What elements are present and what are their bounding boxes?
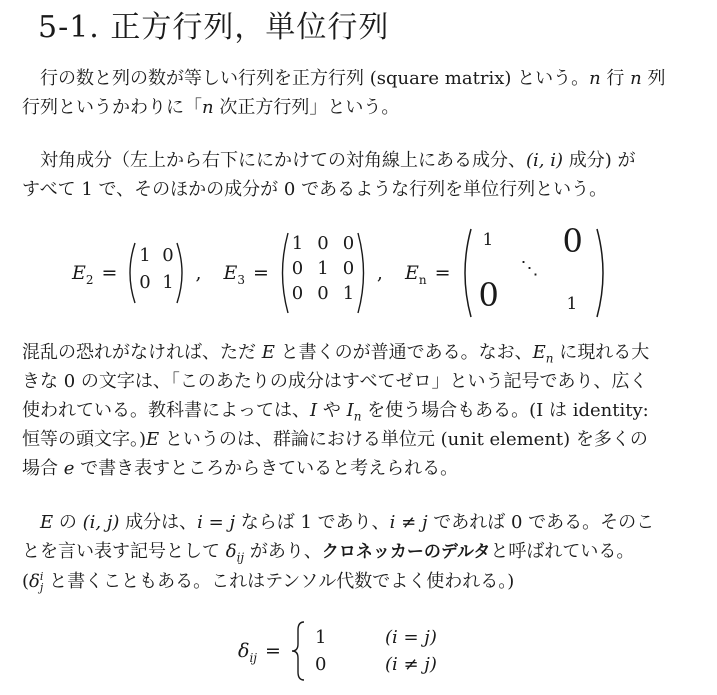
paragraph-line: すべて 1 で、そのほかの成分が 0 であるような行列を単位行列という。	[22, 179, 608, 200]
case-condition: (i ≠ j)	[384, 654, 437, 675]
matrix-cell: 1	[482, 230, 494, 250]
matrix-cell: 0	[342, 258, 355, 279]
equals-sign: =	[265, 640, 281, 662]
matrix-e2	[125, 241, 187, 305]
math-var: n	[202, 97, 214, 118]
paragraph-line: きな 0 の文字は、「このあたりの成分はすべてゼロ」という記号であり、広く	[22, 371, 648, 392]
section-heading: 5-1. 正方行列，単位行列	[38, 10, 390, 45]
diagonal-dots: ⋱	[520, 258, 539, 279]
case-value: 0	[314, 654, 327, 675]
paragraph-line	[22, 146, 682, 175]
text-span: 成分) が	[563, 150, 636, 171]
comma: ,	[376, 262, 383, 284]
matrix-cell: 1	[162, 272, 174, 293]
matrix-cell: 0	[342, 233, 355, 254]
math-expr: (i, i)	[526, 150, 564, 171]
matrix-label-e2: $E_2$	[72, 262, 94, 287]
cases-table	[315, 627, 465, 675]
matrix-cell: 0	[162, 245, 174, 266]
kronecker-delta-term: クロネッカーのデルタ	[321, 542, 491, 562]
matrix-e3	[277, 231, 369, 315]
comma: ,	[195, 262, 202, 284]
equals-sign: =	[101, 262, 118, 284]
text-span: 行の数と列の数が等しい行列を正方行列 (square matrix) という。	[40, 68, 590, 89]
matrix-label-e3: $E_3$	[223, 262, 245, 287]
text-span: 対角成分（左上から右下ににかけての対角線上にある成分、	[40, 150, 526, 171]
matrix-cell: 0	[317, 283, 329, 304]
text-span: 次正方行列」という。	[213, 97, 400, 118]
matrix-cell: 1	[342, 283, 355, 304]
paragraph-square-matrix	[22, 64, 682, 122]
paragraph-line: とを言い表す記号として $\delta_{ij}$ があり、クロネッカーのデルタと呼ばれている。	[22, 541, 635, 565]
paragraph-identity-matrix	[22, 146, 682, 204]
paragraph-line: 使われている。教科書によっては、I や $I_n$ を使う場合もある。(I は identity:	[22, 400, 649, 424]
text-span: 行	[600, 68, 631, 89]
matrix-label-en: $E_n$	[404, 262, 427, 287]
matrix-cell-big-zero: 0	[562, 222, 583, 260]
kronecker-delta-definition	[238, 620, 465, 682]
equals-sign: =	[253, 262, 269, 284]
matrix-en	[459, 222, 609, 318]
matrix-cell-big-zero: 0	[478, 276, 499, 314]
matrix-cell: 1	[139, 245, 151, 266]
paragraph-line	[22, 93, 682, 122]
matrix-cell: 0	[291, 283, 304, 304]
text-span: 行列というかわりに「	[22, 97, 202, 118]
equals-sign: =	[434, 262, 451, 284]
case-condition: (i = j)	[384, 627, 437, 648]
matrix-cell: 0	[291, 258, 304, 279]
matrix-cell: 0	[317, 233, 329, 254]
paragraph-kronecker	[22, 508, 682, 596]
math-var: n	[589, 68, 601, 89]
paragraph-line: 恒等の頭文字。)E というのは、群論における単位元 (unit element) を多くの	[22, 429, 648, 450]
matrix-cell: 1	[566, 294, 578, 314]
identity-matrix-examples	[72, 222, 609, 318]
left-brace	[289, 620, 307, 682]
matrix-cell: 0	[139, 272, 151, 293]
paragraph-line: 混乱の恐れがなければ、ただ E と書くのが普通である。なお、$E_n$ に現れる大	[22, 342, 650, 366]
delta-symbol: $\delta_{ij}$	[238, 640, 258, 665]
case-value: 1	[314, 627, 327, 648]
paragraph-line	[22, 64, 682, 93]
paragraph-line: (δ i j と書くこともある。これはテンソル代数でよく使われる。)	[22, 570, 515, 594]
paragraph-line: E の (i, j) 成分は、i = j ならば 1 であり、i ≠ j であれば 0 である。そのこ	[40, 512, 655, 533]
matrix-cell: 1	[291, 233, 304, 254]
math-var: n	[630, 68, 642, 89]
matrix-cell: 1	[317, 258, 329, 279]
paragraph-line: 場合 e で書き表すところからきていると考えられる。	[22, 458, 459, 479]
text-span: 列	[641, 68, 666, 89]
paragraph-notation	[22, 338, 682, 483]
